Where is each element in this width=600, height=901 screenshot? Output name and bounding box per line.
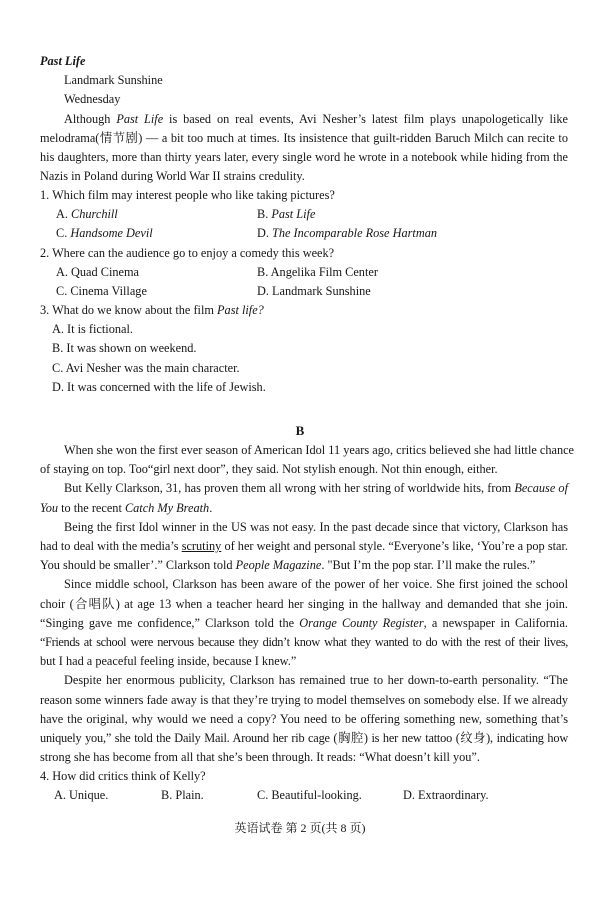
option-d[interactable]: D. It was concerned with the life of Jewish. (52, 379, 266, 394)
option-a[interactable]: A. Churchill (56, 207, 118, 222)
option-a[interactable]: A. It is fictional. (52, 322, 133, 337)
review-line: Nazis in Poland during World War II strains credulity. (40, 169, 305, 184)
passage-line: When she won the first ever season of American Idol 11 years ago, critics believed she had little chance (64, 443, 575, 457)
review-line: melodrama(情节剧) — a bit too much at times. Its insistence that guilt-ridden Baruch Milch can recite to (40, 130, 568, 145)
passage-b (40, 441, 575, 767)
film-cinema: Landmark Sunshine (64, 73, 163, 88)
question-3 (40, 301, 568, 397)
review-line: Although Past Life is based on real events, Avi Nesher’s latest film plays unapologetically like (64, 111, 568, 126)
passage-line: “Singing gave me confidence,” Clarkson told the Orange County Register, a newspaper in California. (40, 615, 568, 630)
passage-line: reason some winners fade away is that they’re trying to model themselves on somebody else. If we already (40, 692, 568, 707)
option-row (40, 282, 568, 301)
question-4 (40, 767, 568, 805)
question-stem: 2. Where can the audience go to enjoy a comedy this week? (40, 246, 335, 260)
film-title: Past Life (40, 54, 86, 68)
question-2 (40, 244, 568, 302)
option-b[interactable]: B. Plain. (161, 788, 204, 803)
passage-line: But Kelly Clarkson, 31, has proven them all wrong with her string of worldwide hits, from Because of (64, 481, 568, 496)
underlined-word: scrutiny (181, 539, 222, 554)
passage-line: but I had a peaceful feeling inside, because I knew.” (40, 654, 297, 669)
option-d[interactable]: D. Extraordinary. (403, 788, 489, 803)
option-a[interactable]: A. Quad Cinema (56, 265, 139, 280)
option-a[interactable]: A. Unique. (54, 788, 109, 803)
option-c[interactable]: C. Avi Nesher was the main character. (52, 360, 240, 375)
option-b[interactable]: B. Angelika Film Center (257, 265, 378, 280)
passage-line: “Friends at school were nervous because they didn’t know what they wanted to do with the rest of their lives, (40, 635, 568, 650)
question-stem: 4. How did critics think of Kelly? (40, 769, 206, 783)
paragraph-1 (40, 441, 575, 479)
option-row (40, 205, 568, 224)
option-b[interactable]: B. Past Life (257, 207, 316, 222)
section-heading-b: B (295, 423, 305, 438)
option-d[interactable]: D. The Incomparable Rose Hartman (257, 226, 437, 241)
film-entry-past-life (40, 52, 568, 186)
film-review (40, 110, 568, 187)
paragraph-3 (40, 518, 568, 576)
film-day: Wednesday (64, 92, 121, 107)
option-b[interactable]: B. It was shown on weekend. (52, 341, 197, 356)
passage-line: strong she has become from all that she’s been through. It reads: “What doesn’t kill you”. (40, 750, 480, 765)
question-stem: 3. What do we know about the film Past life? (40, 303, 264, 317)
passage-line: You should be smaller’.” Clarkson told People Magazine. "But I’m the pop star. I’ll make the rules.” (40, 558, 536, 573)
question-1 (40, 186, 568, 244)
option-d[interactable]: D. Landmark Sunshine (257, 284, 371, 299)
passage-line: You to the recent Catch My Breath. (40, 500, 213, 515)
passage-line: had to deal with the media’s scrutiny of her weight and personal style. “Everyone’s like, ‘You’re a pop star. (40, 539, 568, 554)
passage-line: Despite her enormous publicity, Clarkson has remained true to her down-to-earth personality. “The (64, 673, 568, 688)
option-row (40, 224, 568, 243)
paragraph-5 (40, 671, 568, 767)
passage-line: of staying on top. Too“girl next door”, they said. Not stylish enough. Not thin enough, either. (40, 462, 498, 477)
question-stem: 1. Which film may interest people who like taking pictures? (40, 188, 335, 202)
passage-line: Since middle school, Clarkson has been aware of the power of her voice. She first joined the school (64, 577, 568, 592)
option-c[interactable]: C. Cinema Village (56, 284, 147, 299)
passage-line: choir (合唱队) at age 13 when a teacher heard her singing in the hallway and demanded that she join. (40, 596, 568, 611)
paragraph-4 (40, 575, 568, 671)
passage-line: uniquely you,” she told the Daily Mail. Around her rib cage (胸腔) is her new tattoo (纹身), indicating how (40, 731, 568, 746)
paragraph-2 (40, 479, 568, 517)
option-row (40, 786, 568, 805)
option-row (40, 263, 568, 282)
passage-line: have the original, why would we need a copy? You need to be offering something new, something that’s (40, 711, 568, 726)
option-c[interactable]: C. Beautiful-looking. (257, 788, 362, 803)
page-footer: 英语试卷 第 2 页(共 8 页) (234, 821, 366, 835)
review-line: his daughters, more than thirty years later, every single word he wrote in a notebook while hiding from the (40, 150, 568, 165)
option-c[interactable]: C. Handsome Devil (56, 226, 153, 241)
passage-line: Being the first Idol winner in the US was not easy. In the past decade since that victory, Clarkson has (64, 519, 568, 534)
